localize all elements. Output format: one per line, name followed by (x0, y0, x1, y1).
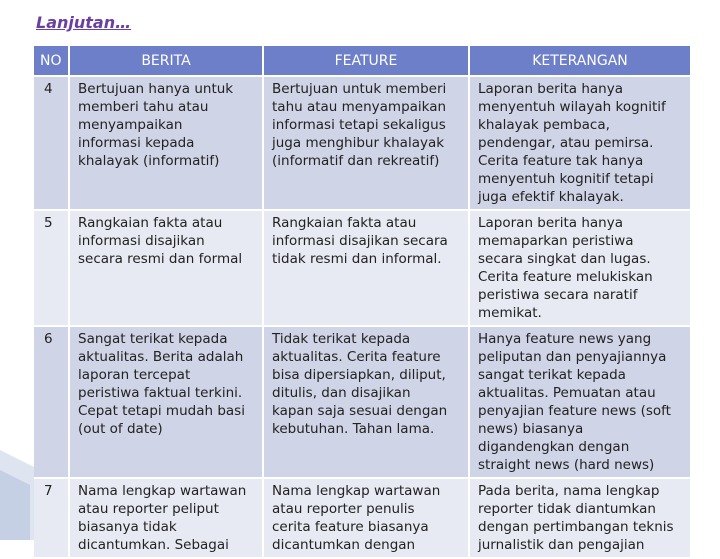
cell-line: digandengkan dengan (478, 439, 630, 455)
cell-line: informasi disajikan (78, 233, 205, 249)
cell-feature (264, 327, 470, 479)
cell-line: Bertujuan untuk memberi (272, 81, 447, 97)
cell-line: memberi tahu atau (78, 99, 209, 115)
cell-line: Rangkaian fakta atau (78, 215, 223, 231)
cell-line: juga efektif khalayak. (478, 189, 624, 205)
header-feature: FEATURE (264, 46, 470, 77)
cell-line: memikat. (478, 305, 542, 321)
cell-line: menyentuh wilayah kognitif (478, 99, 666, 115)
table-row (34, 479, 692, 559)
cell-line: bisa dipersiapkan, diliput, (272, 367, 446, 383)
cell-line: kapan saja sesuai dengan (272, 403, 448, 419)
cell-line: Bertujuan hanya untuk (78, 81, 234, 97)
cell-line: kebutuhan. Tahan lama. (272, 421, 435, 437)
cell-line: jurnalistik dan pengajian (478, 537, 645, 553)
cell-line: Nama lengkap wartawan (272, 483, 441, 499)
cell-line: aktualitas. Pemuatan atau (478, 385, 656, 401)
cell-line: peristiwa faktual terkini. (78, 385, 243, 401)
cell-keterangan (470, 77, 692, 211)
cell-line: juga menghibur khalayak (272, 135, 445, 151)
cell-no: 4 (34, 77, 70, 211)
cell-line: menyampaikan (78, 117, 183, 133)
cell-line: reporter tidak diantumkan (478, 501, 656, 517)
cell-line: aktualitas. Cerita feature (272, 349, 441, 365)
cell-keterangan (470, 327, 692, 479)
cell-no: 7 (34, 479, 70, 559)
cell-line: Hanya feature news yang (478, 331, 652, 347)
cell-line: Cerita feature tak hanya (478, 153, 644, 169)
cell-line: khalayak (informatif) (78, 153, 220, 169)
cell-line: aktualitas. Berita adalah (78, 349, 244, 365)
cell-berita (70, 479, 264, 559)
cell-line: cerita feature biasanya (272, 519, 429, 535)
cell-feature (264, 77, 470, 211)
cell-line: (out of date) (78, 421, 163, 437)
cell-line: (informatif dan rekreatif) (272, 153, 440, 169)
cell-line: tidak resmi dan informal. (272, 251, 442, 267)
cell-berita (70, 327, 264, 479)
table-header-row (34, 46, 692, 77)
cell-line: atau reporter penulis (272, 501, 415, 517)
cell-no: 6 (34, 327, 70, 479)
header-keterangan: KETERANGAN (470, 46, 692, 77)
cell-line: Cepat tetapi mudah basi (78, 403, 245, 419)
cell-line: informasi tetapi sekaligus (272, 117, 446, 133)
cell-line: Laporan berita hanya (478, 215, 623, 231)
cell-line: straight news (hard news) (478, 457, 655, 473)
cell-line: sangat terikat kepada (478, 367, 626, 383)
cell-feature (264, 479, 470, 559)
cell-line: Cerita feature melukiskan (478, 269, 653, 285)
cell-line: peliputan dan penyajiannya (478, 349, 667, 365)
cell-line: peristiwa secara naratif (478, 287, 638, 303)
cell-line: informasi kepada (78, 135, 195, 151)
header-no: NO (34, 46, 70, 77)
table-row (34, 211, 692, 327)
cell-line: tahu atau menyampaikan (272, 99, 447, 115)
cell-line: Tidak terikat kepada (272, 331, 411, 347)
cell-line: dicantumkan dengan (272, 537, 416, 553)
cell-keterangan (470, 479, 692, 559)
comparison-table (34, 46, 692, 559)
cell-line: memaparkan peristiwa (478, 233, 634, 249)
cell-berita (70, 211, 264, 327)
cell-berita (70, 77, 264, 211)
cell-line: khalayak pembaca, (478, 117, 610, 133)
cell-line: ditulis, dan disajikan (272, 385, 411, 401)
table-row (34, 77, 692, 211)
cell-line: secara singkat dan lugas. (478, 251, 651, 267)
cell-line: news) biasanya (478, 421, 584, 437)
cell-line: informasi disajikan secara (272, 233, 448, 249)
cell-line: Laporan berita hanya (478, 81, 623, 97)
cell-line: atau reporter peliput (78, 501, 219, 517)
cell-line: menyentuh kognitif tetapi (478, 171, 654, 187)
header-berita: BERITA (70, 46, 264, 77)
cell-keterangan (470, 211, 692, 327)
cell-line: dicantumkan. Sebagai (78, 537, 229, 553)
cell-no: 5 (34, 211, 70, 327)
cell-line: Sangat terikat kepada (78, 331, 228, 347)
table-row (34, 327, 692, 479)
cell-line: penyajian feature news (soft (478, 403, 671, 419)
cell-line: dengan pertimbangan teknis (478, 519, 674, 535)
cell-line: secara resmi dan formal (78, 251, 243, 267)
cell-feature (264, 211, 470, 327)
cell-line: pendengar, atau pemirsa. (478, 135, 654, 151)
cell-line: Nama lengkap wartawan (78, 483, 247, 499)
cell-line: Pada berita, nama lengkap (478, 483, 660, 499)
cell-line: laporan tercepat (78, 367, 191, 383)
cell-line: Rangkaian fakta atau (272, 215, 417, 231)
cell-line: biasanya tidak (78, 519, 177, 535)
slide-title: Lanjutan… (36, 13, 132, 32)
